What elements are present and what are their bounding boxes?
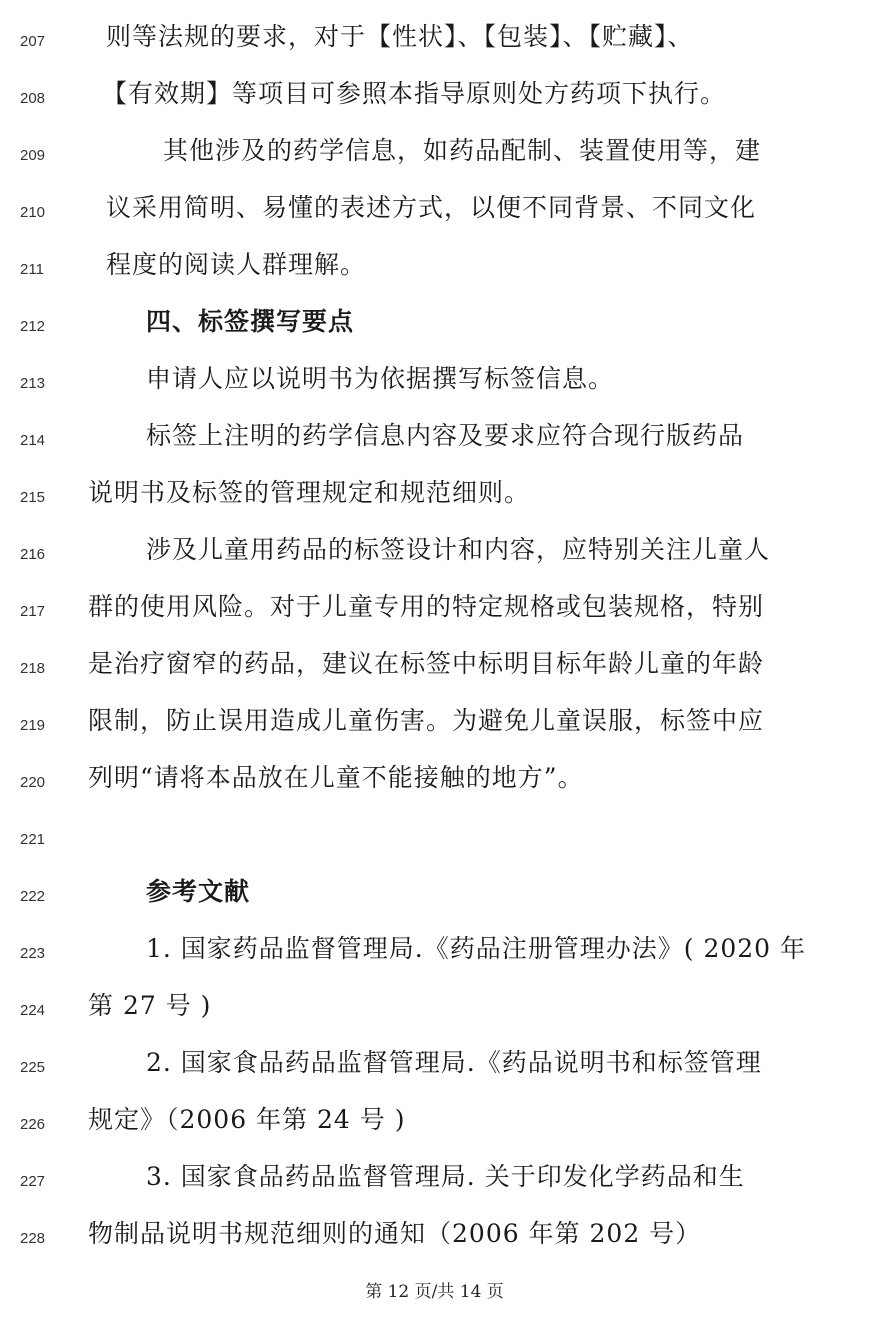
line-number: 218 bbox=[20, 660, 46, 677]
line-text: 申请人应以说明书为依据撰写标签信息。 bbox=[146, 364, 615, 393]
line-text: 规定》（2006 年第 24 号 ) bbox=[88, 1105, 406, 1134]
text-line bbox=[0, 134, 869, 190]
line-number: 208 bbox=[20, 90, 46, 107]
reference-line bbox=[0, 989, 869, 1045]
line-text: 其他涉及的药学信息，如药品配制、装置使用等，建 bbox=[163, 136, 762, 165]
line-text: 是治疗窗窄的药品，建议在标签中标明目标年龄儿童的年龄 bbox=[88, 649, 765, 678]
line-number: 224 bbox=[20, 1002, 46, 1019]
line-number: 207 bbox=[20, 33, 46, 50]
line-number: 212 bbox=[20, 318, 46, 335]
line-number: 226 bbox=[20, 1116, 46, 1133]
line-number: 214 bbox=[20, 432, 46, 449]
line-number: 228 bbox=[20, 1230, 46, 1247]
line-text: 2. 国家食品药品监督管理局.《药品说明书和标签管理 bbox=[146, 1048, 762, 1077]
references-heading bbox=[0, 875, 869, 931]
blank-line bbox=[0, 818, 869, 874]
page-footer: 第 12 页/共 14 页 bbox=[365, 1282, 504, 1302]
text-line bbox=[0, 77, 869, 133]
line-number: 216 bbox=[20, 546, 46, 563]
line-number: 221 bbox=[20, 831, 46, 848]
text-line bbox=[0, 533, 869, 589]
line-number: 211 bbox=[20, 261, 44, 278]
line-number: 220 bbox=[20, 774, 46, 791]
reference-line bbox=[0, 1103, 869, 1159]
reference-line bbox=[0, 1217, 869, 1273]
line-text: 第 27 号 ) bbox=[88, 991, 212, 1020]
line-number: 215 bbox=[20, 489, 46, 506]
line-number: 217 bbox=[20, 603, 46, 620]
text-line bbox=[0, 191, 869, 247]
line-text: 议采用简明、易懂的表述方式，以便不同背景、不同文化 bbox=[106, 193, 757, 222]
line-text: 说明书及标签的管理规定和规范细则。 bbox=[88, 478, 531, 507]
text-line bbox=[0, 362, 869, 418]
line-number: 219 bbox=[20, 717, 46, 734]
heading-text: 参考文献 bbox=[146, 877, 251, 906]
heading-text: 四、标签撰写要点 bbox=[146, 307, 355, 336]
reference-line bbox=[0, 1046, 869, 1102]
line-text: 【有效期】等项目可参照本指导原则处方药项下执行。 bbox=[102, 79, 727, 108]
line-text: 列明“请将本品放在儿童不能接触的地方”。 bbox=[88, 763, 584, 792]
line-number: 227 bbox=[20, 1173, 46, 1190]
line-number: 223 bbox=[20, 945, 46, 962]
line-number: 209 bbox=[20, 147, 46, 164]
reference-line bbox=[0, 1160, 869, 1216]
reference-line bbox=[0, 932, 869, 988]
line-number: 210 bbox=[20, 204, 46, 221]
text-line bbox=[0, 20, 869, 76]
line-text: 群的使用风险。对于儿童专用的特定规格或包装规格，特别 bbox=[88, 592, 765, 621]
text-line bbox=[0, 476, 869, 532]
line-number: 225 bbox=[20, 1059, 46, 1076]
text-line bbox=[0, 419, 869, 475]
line-text: 1. 国家药品监督管理局.《药品注册管理办法》( 2020 年 bbox=[146, 934, 807, 963]
line-number: 213 bbox=[20, 375, 46, 392]
text-line bbox=[0, 704, 869, 760]
section-heading bbox=[0, 305, 869, 361]
text-line bbox=[0, 647, 869, 703]
line-text: 物制品说明书规范细则的通知（2006 年第 202 号） bbox=[88, 1219, 702, 1248]
line-text: 涉及儿童用药品的标签设计和内容，应特别关注儿童人 bbox=[146, 535, 771, 564]
line-number: 222 bbox=[20, 888, 46, 905]
text-line bbox=[0, 761, 869, 817]
text-line bbox=[0, 590, 869, 646]
line-text: 则等法规的要求，对于【性状】、【包装】、【贮藏】、 bbox=[106, 22, 694, 51]
line-text: 限制，防止误用造成儿童伤害。为避免儿童误服，标签中应 bbox=[88, 706, 765, 735]
line-text: 程度的阅读人群理解。 bbox=[106, 250, 367, 279]
text-line bbox=[0, 248, 869, 304]
line-text: 3. 国家食品药品监督管理局. 关于印发化学药品和生 bbox=[146, 1162, 745, 1191]
line-text: 标签上注明的药学信息内容及要求应符合现行版药品 bbox=[146, 421, 745, 450]
